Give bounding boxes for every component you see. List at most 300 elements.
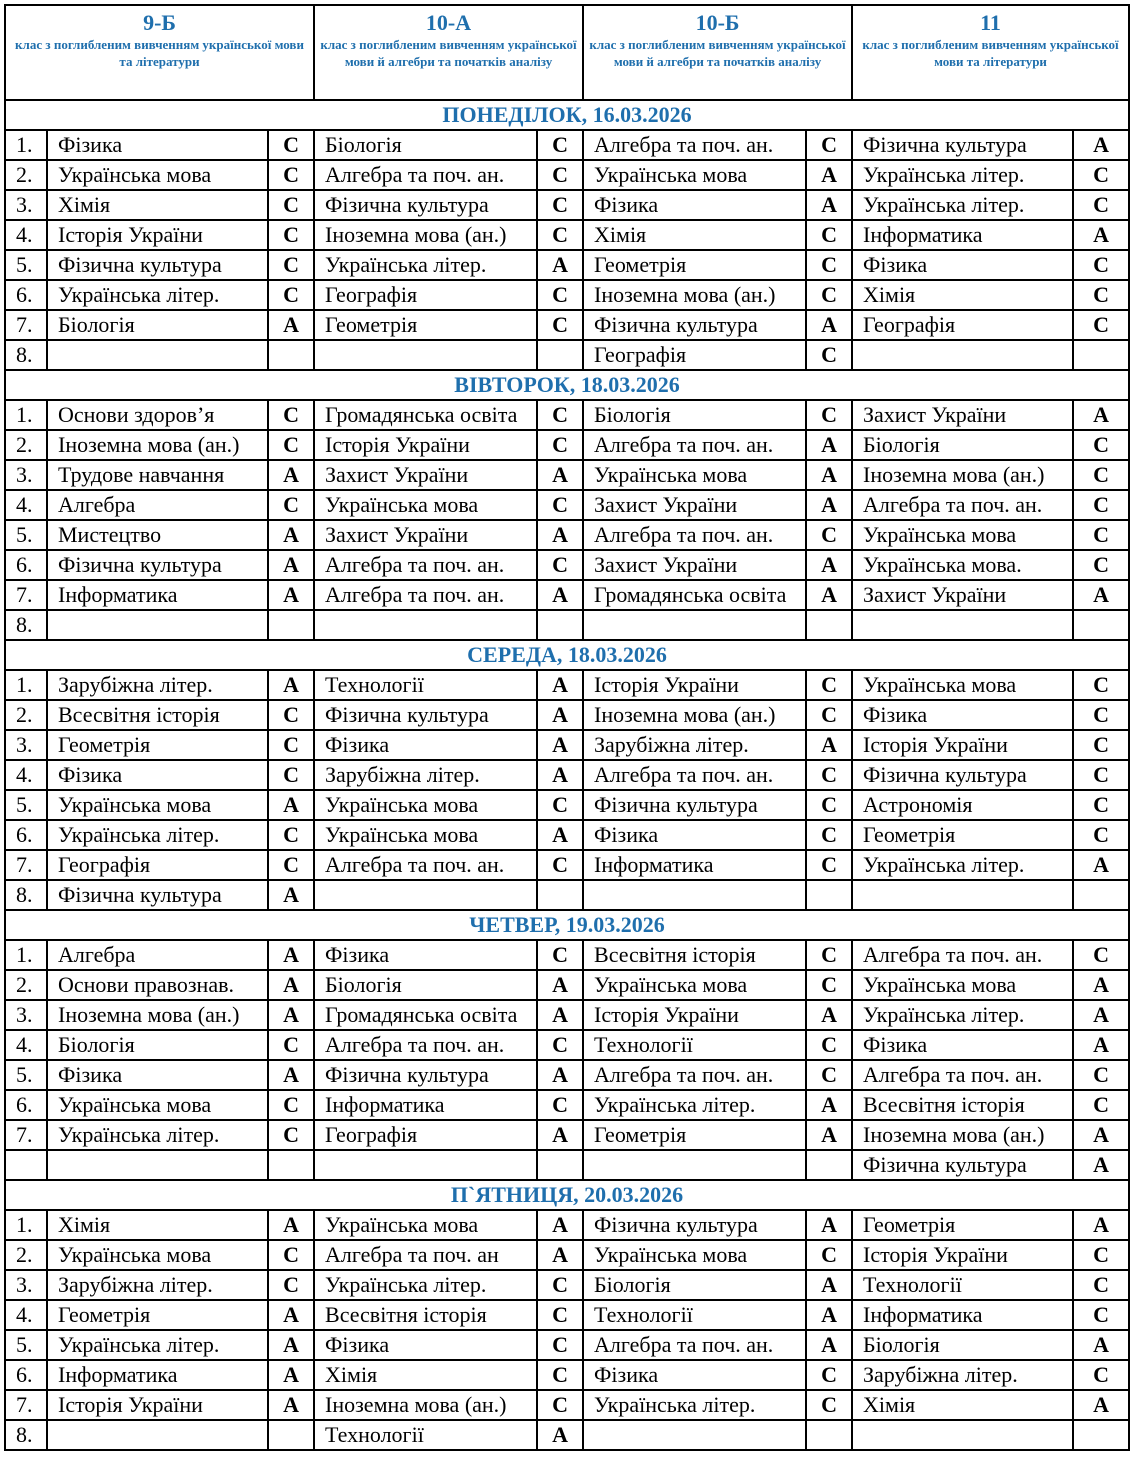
class-header-row	[5, 5, 1129, 100]
subject-cell: Біологія	[314, 970, 537, 1000]
subject-cell: Фізична культура	[852, 130, 1073, 160]
class-description: клас з поглибленим вивченням української мови та літератури	[862, 37, 1119, 69]
subject-cell: Фізична культура	[314, 700, 537, 730]
lesson-number	[5, 1150, 47, 1180]
subject-cell: Хімія	[314, 1360, 537, 1390]
subject-cell: Хімія	[852, 1390, 1073, 1420]
subject-cell: Українська літер.	[47, 1330, 268, 1360]
class-header-10b	[583, 5, 852, 100]
mode-cell: А	[268, 1060, 314, 1090]
mode-cell: А	[1073, 850, 1129, 880]
mode-cell: С	[268, 760, 314, 790]
mode-cell: А	[537, 1060, 583, 1090]
day-header-row	[5, 1180, 1129, 1210]
mode-cell: А	[806, 160, 852, 190]
lesson-row	[5, 1210, 1129, 1240]
mode-cell: А	[1073, 1000, 1129, 1030]
mode-cell: А	[268, 1330, 314, 1360]
mode-cell: А	[1073, 130, 1129, 160]
subject-cell: Громадянська освіта	[314, 1000, 537, 1030]
subject-cell: Геометрія	[852, 820, 1073, 850]
mode-cell: А	[806, 550, 852, 580]
mode-cell: С	[806, 970, 852, 1000]
mode-cell: С	[268, 1240, 314, 1270]
lesson-number: 7.	[5, 1120, 47, 1150]
mode-cell: А	[268, 580, 314, 610]
mode-cell: А	[537, 1120, 583, 1150]
mode-cell: С	[806, 850, 852, 880]
lesson-number: 8.	[5, 1420, 47, 1450]
subject-cell: Українська мова	[314, 790, 537, 820]
subject-cell: Фізика	[314, 940, 537, 970]
mode-cell: С	[806, 670, 852, 700]
mode-cell: А	[537, 520, 583, 550]
subject-cell: Алгебра та поч. ан.	[852, 490, 1073, 520]
mode-cell: С	[537, 1030, 583, 1060]
subject-cell: Інформатика	[47, 1360, 268, 1390]
mode-cell: С	[806, 700, 852, 730]
lesson-number: 4.	[5, 1030, 47, 1060]
mode-cell: А	[1073, 970, 1129, 1000]
subject-cell	[314, 880, 537, 910]
subject-cell: Українська мова	[314, 490, 537, 520]
lesson-row	[5, 490, 1129, 520]
lesson-row	[5, 1000, 1129, 1030]
subject-cell: Мистецтво	[47, 520, 268, 550]
lesson-number: 4.	[5, 490, 47, 520]
subject-cell	[583, 610, 806, 640]
mode-cell: С	[1073, 520, 1129, 550]
mode-cell: С	[1073, 250, 1129, 280]
subject-cell	[47, 610, 268, 640]
lesson-number: 3.	[5, 730, 47, 760]
subject-cell: Українська мова	[47, 1090, 268, 1120]
lesson-row	[5, 1330, 1129, 1360]
mode-cell: А	[268, 1210, 314, 1240]
subject-cell: Всесвітня історія	[852, 1090, 1073, 1120]
lesson-number: 4.	[5, 760, 47, 790]
subject-cell: Українська мова	[47, 790, 268, 820]
subject-cell	[314, 610, 537, 640]
subject-cell: Алгебра	[47, 490, 268, 520]
mode-cell: С	[806, 250, 852, 280]
subject-cell: Іноземна мова (ан.)	[47, 1000, 268, 1030]
mode-cell	[806, 1150, 852, 1180]
subject-cell: Фізична культура	[314, 1060, 537, 1090]
subject-cell	[314, 1150, 537, 1180]
lesson-row	[5, 850, 1129, 880]
subject-cell: Зарубіжна літер.	[314, 760, 537, 790]
subject-cell: Громадянська освіта	[583, 580, 806, 610]
mode-cell	[1073, 1420, 1129, 1450]
mode-cell: А	[537, 970, 583, 1000]
lesson-row	[5, 280, 1129, 310]
class-header-11	[852, 5, 1129, 100]
mode-cell: С	[1073, 460, 1129, 490]
mode-cell: С	[268, 190, 314, 220]
subject-cell: Геометрія	[47, 1300, 268, 1330]
mode-cell	[1073, 340, 1129, 370]
mode-cell: С	[1073, 550, 1129, 580]
subject-cell: Геометрія	[852, 1210, 1073, 1240]
subject-cell: Українська мова	[314, 820, 537, 850]
subject-cell: Трудове навчання	[47, 460, 268, 490]
mode-cell: С	[268, 700, 314, 730]
subject-cell: Фізика	[852, 1030, 1073, 1060]
lesson-number: 1.	[5, 940, 47, 970]
mode-cell	[268, 610, 314, 640]
lesson-number: 6.	[5, 820, 47, 850]
lesson-row	[5, 160, 1129, 190]
mode-cell: С	[806, 1360, 852, 1390]
mode-cell: А	[806, 490, 852, 520]
mode-cell: А	[268, 790, 314, 820]
mode-cell: С	[268, 490, 314, 520]
mode-cell: С	[537, 1390, 583, 1420]
mode-cell: С	[268, 280, 314, 310]
mode-cell: С	[1073, 1300, 1129, 1330]
class-name: 10-Б	[695, 10, 740, 35]
lesson-number: 6.	[5, 550, 47, 580]
mode-cell: С	[537, 1090, 583, 1120]
lesson-row	[5, 790, 1129, 820]
subject-cell: Алгебра та поч. ан.	[314, 850, 537, 880]
mode-cell	[806, 880, 852, 910]
class-description: клас з поглибленим вивченням української мови й алгебри та початків аналізу	[320, 37, 577, 69]
subject-cell: Іноземна мова (ан.)	[583, 700, 806, 730]
subject-cell	[47, 1150, 268, 1180]
subject-cell: Інформатика	[852, 220, 1073, 250]
mode-cell: С	[268, 250, 314, 280]
subject-cell: Фізика	[583, 190, 806, 220]
lesson-row	[5, 580, 1129, 610]
subject-cell: Фізична культура	[47, 880, 268, 910]
mode-cell: С	[537, 940, 583, 970]
lesson-row	[5, 1300, 1129, 1330]
mode-cell: А	[1073, 580, 1129, 610]
day-title: ПОНЕДІЛОК, 16.03.2026	[5, 100, 1129, 130]
mode-cell: С	[1073, 820, 1129, 850]
subject-cell: Українська літер.	[47, 820, 268, 850]
mode-cell: А	[268, 880, 314, 910]
lesson-number: 4.	[5, 1300, 47, 1330]
mode-cell: А	[1073, 400, 1129, 430]
subject-cell: Іноземна мова (ан.)	[852, 1120, 1073, 1150]
subject-cell: Технології	[314, 1420, 537, 1450]
lesson-row	[5, 1390, 1129, 1420]
subject-cell: Українська літер.	[314, 250, 537, 280]
subject-cell: Українська літер.	[47, 280, 268, 310]
subject-cell: Захист України	[583, 550, 806, 580]
subject-cell: Українська мова	[314, 1210, 537, 1240]
lesson-number: 8.	[5, 340, 47, 370]
subject-cell: Алгебра та поч. ан.	[583, 130, 806, 160]
class-header-9b	[5, 5, 314, 100]
mode-cell: С	[1073, 160, 1129, 190]
mode-cell: С	[806, 760, 852, 790]
lesson-row	[5, 1120, 1129, 1150]
lesson-number: 1.	[5, 1210, 47, 1240]
subject-cell: Фізична культура	[583, 310, 806, 340]
mode-cell	[268, 1150, 314, 1180]
mode-cell: А	[1073, 1120, 1129, 1150]
lesson-row	[5, 550, 1129, 580]
subject-cell: Фізична культура	[583, 1210, 806, 1240]
mode-cell: А	[1073, 1390, 1129, 1420]
mode-cell: С	[268, 820, 314, 850]
subject-cell: Хімія	[583, 220, 806, 250]
subject-cell: Іноземна мова (ан.)	[314, 220, 537, 250]
subject-cell: Технології	[852, 1270, 1073, 1300]
lesson-number: 1.	[5, 130, 47, 160]
mode-cell: С	[1073, 940, 1129, 970]
subject-cell: Історія України	[583, 1000, 806, 1030]
lesson-number: 8.	[5, 610, 47, 640]
schedule-body	[5, 5, 1129, 1450]
lesson-row	[5, 430, 1129, 460]
mode-cell: С	[1073, 670, 1129, 700]
mode-cell	[268, 1420, 314, 1450]
subject-cell: Алгебра	[47, 940, 268, 970]
mode-cell: А	[806, 310, 852, 340]
mode-cell: С	[1073, 1060, 1129, 1090]
lesson-number: 2.	[5, 1240, 47, 1270]
mode-cell: С	[1073, 1090, 1129, 1120]
mode-cell: С	[537, 550, 583, 580]
day-title: ЧЕТВЕР, 19.03.2026	[5, 910, 1129, 940]
mode-cell: А	[268, 1300, 314, 1330]
day-title: ВІВТОРОК, 18.03.2026	[5, 370, 1129, 400]
mode-cell: С	[537, 160, 583, 190]
mode-cell	[537, 1150, 583, 1180]
lesson-number: 5.	[5, 790, 47, 820]
subject-cell: Українська мова	[852, 970, 1073, 1000]
subject-cell: Біологія	[583, 400, 806, 430]
mode-cell: С	[806, 1060, 852, 1090]
mode-cell: С	[268, 160, 314, 190]
lesson-number: 2.	[5, 160, 47, 190]
mode-cell: С	[537, 400, 583, 430]
day-title: П`ЯТНИЦЯ, 20.03.2026	[5, 1180, 1129, 1210]
schedule-table	[4, 4, 1130, 1451]
mode-cell: С	[268, 1030, 314, 1060]
subject-cell: Біологія	[852, 1330, 1073, 1360]
subject-cell: Інформатика	[47, 580, 268, 610]
subject-cell: Фізична культура	[47, 550, 268, 580]
mode-cell: А	[268, 970, 314, 1000]
mode-cell: С	[1073, 1360, 1129, 1390]
mode-cell: А	[806, 580, 852, 610]
subject-cell: Українська мова	[852, 520, 1073, 550]
mode-cell: С	[1073, 490, 1129, 520]
lesson-row	[5, 130, 1129, 160]
class-description: клас з поглибленим вивченням української мови та літератури	[15, 37, 304, 69]
mode-cell: А	[537, 670, 583, 700]
lesson-row	[5, 460, 1129, 490]
subject-cell: Українська мова	[583, 160, 806, 190]
mode-cell: С	[806, 340, 852, 370]
lesson-number: 7.	[5, 1390, 47, 1420]
subject-cell: Українська літер.	[583, 1390, 806, 1420]
subject-cell: Фізика	[852, 250, 1073, 280]
subject-cell: Географія	[583, 340, 806, 370]
subject-cell: Фізика	[314, 1330, 537, 1360]
mode-cell: С	[537, 1330, 583, 1360]
mode-cell	[806, 1420, 852, 1450]
mode-cell	[537, 880, 583, 910]
day-header-row	[5, 640, 1129, 670]
mode-cell: С	[268, 1090, 314, 1120]
subject-cell	[852, 880, 1073, 910]
mode-cell: А	[1073, 1150, 1129, 1180]
subject-cell: Фізична культура	[852, 1150, 1073, 1180]
subject-cell: Географія	[47, 850, 268, 880]
subject-cell: Громадянська освіта	[314, 400, 537, 430]
mode-cell: А	[268, 550, 314, 580]
lesson-row	[5, 520, 1129, 550]
subject-cell: Українська мова	[852, 670, 1073, 700]
mode-cell: А	[806, 730, 852, 760]
subject-cell: Біологія	[47, 1030, 268, 1060]
subject-cell: Основи правознав.	[47, 970, 268, 1000]
subject-cell: Зарубіжна літер.	[47, 1270, 268, 1300]
subject-cell: Фізична культура	[852, 760, 1073, 790]
mode-cell: А	[1073, 1330, 1129, 1360]
subject-cell: Біологія	[852, 430, 1073, 460]
mode-cell: А	[806, 460, 852, 490]
mode-cell: А	[537, 760, 583, 790]
lesson-number: 5.	[5, 1060, 47, 1090]
subject-cell: Хімія	[47, 1210, 268, 1240]
subject-cell: Зарубіжна літер.	[583, 730, 806, 760]
subject-cell: Алгебра та поч. ан.	[314, 160, 537, 190]
subject-cell: Алгебра та поч. ан.	[314, 1030, 537, 1060]
subject-cell: Фізика	[47, 760, 268, 790]
lesson-row	[5, 760, 1129, 790]
mode-cell: А	[537, 460, 583, 490]
mode-cell: А	[537, 1210, 583, 1240]
subject-cell: Захист України	[852, 400, 1073, 430]
subject-cell: Захист України	[583, 490, 806, 520]
subject-cell: Всесвітня історія	[583, 940, 806, 970]
lesson-row	[5, 700, 1129, 730]
lesson-number: 2.	[5, 970, 47, 1000]
class-name: 11	[980, 10, 1001, 35]
subject-cell: Фізична культура	[314, 190, 537, 220]
mode-cell: С	[537, 430, 583, 460]
subject-cell: Іноземна мова (ан.)	[852, 460, 1073, 490]
subject-cell: Алгебра та поч. ан	[314, 1240, 537, 1270]
subject-cell	[314, 340, 537, 370]
mode-cell	[268, 340, 314, 370]
subject-cell: Фізика	[583, 1360, 806, 1390]
subject-cell: Іноземна мова (ан.)	[314, 1390, 537, 1420]
lesson-row	[5, 1150, 1129, 1180]
subject-cell: Біологія	[47, 310, 268, 340]
subject-cell	[583, 1150, 806, 1180]
mode-cell: А	[537, 1000, 583, 1030]
mode-cell	[537, 340, 583, 370]
subject-cell: Історія України	[47, 220, 268, 250]
lesson-row	[5, 250, 1129, 280]
subject-cell: Технології	[583, 1300, 806, 1330]
subject-cell: Фізична культура	[583, 790, 806, 820]
subject-cell: Алгебра та поч. ан.	[314, 550, 537, 580]
subject-cell: Захист України	[314, 460, 537, 490]
subject-cell: Історія України	[47, 1390, 268, 1420]
mode-cell: С	[537, 220, 583, 250]
lesson-number: 3.	[5, 190, 47, 220]
mode-cell: А	[806, 1300, 852, 1330]
subject-cell: Алгебра та поч. ан.	[583, 1060, 806, 1090]
subject-cell	[852, 340, 1073, 370]
mode-cell: С	[268, 400, 314, 430]
subject-cell: Іноземна мова (ан.)	[47, 430, 268, 460]
mode-cell: С	[1073, 790, 1129, 820]
mode-cell: С	[1073, 310, 1129, 340]
subject-cell: Українська мова	[47, 160, 268, 190]
subject-cell: Основи здоров’я	[47, 400, 268, 430]
lesson-number: 2.	[5, 430, 47, 460]
subject-cell: Українська літер.	[314, 1270, 537, 1300]
mode-cell: С	[806, 130, 852, 160]
mode-cell: С	[268, 1270, 314, 1300]
subject-cell: Алгебра та поч. ан.	[852, 940, 1073, 970]
lesson-row	[5, 400, 1129, 430]
lesson-row	[5, 190, 1129, 220]
mode-cell: А	[806, 1330, 852, 1360]
mode-cell: С	[806, 1030, 852, 1060]
subject-cell: Українська мова	[583, 460, 806, 490]
lesson-row	[5, 670, 1129, 700]
mode-cell: А	[268, 940, 314, 970]
mode-cell: С	[537, 1270, 583, 1300]
subject-cell: Біологія	[314, 130, 537, 160]
subject-cell: Алгебра та поч. ан.	[583, 1330, 806, 1360]
mode-cell: А	[537, 820, 583, 850]
lesson-number: 7.	[5, 580, 47, 610]
subject-cell: Всесвітня історія	[314, 1300, 537, 1330]
subject-cell: Українська мова	[583, 1240, 806, 1270]
mode-cell: С	[806, 280, 852, 310]
lesson-row	[5, 880, 1129, 910]
mode-cell: С	[806, 790, 852, 820]
mode-cell	[1073, 880, 1129, 910]
lesson-row	[5, 1360, 1129, 1390]
mode-cell: А	[806, 430, 852, 460]
mode-cell: С	[1073, 700, 1129, 730]
subject-cell: Інформатика	[852, 1300, 1073, 1330]
subject-cell: Фізична культура	[47, 250, 268, 280]
mode-cell: А	[537, 730, 583, 760]
subject-cell: Геометрія	[47, 730, 268, 760]
mode-cell: А	[537, 580, 583, 610]
subject-cell	[47, 1420, 268, 1450]
mode-cell: С	[537, 850, 583, 880]
subject-cell: Фізика	[583, 820, 806, 850]
lesson-row	[5, 820, 1129, 850]
lesson-row	[5, 310, 1129, 340]
mode-cell: С	[268, 220, 314, 250]
mode-cell: А	[1073, 1210, 1129, 1240]
subject-cell: Геометрія	[583, 1120, 806, 1150]
mode-cell: С	[1073, 190, 1129, 220]
subject-cell: Фізика	[47, 1060, 268, 1090]
subject-cell: Зарубіжна літер.	[852, 1360, 1073, 1390]
mode-cell: А	[1073, 1030, 1129, 1060]
subject-cell: Історія України	[852, 1240, 1073, 1270]
lesson-row	[5, 340, 1129, 370]
